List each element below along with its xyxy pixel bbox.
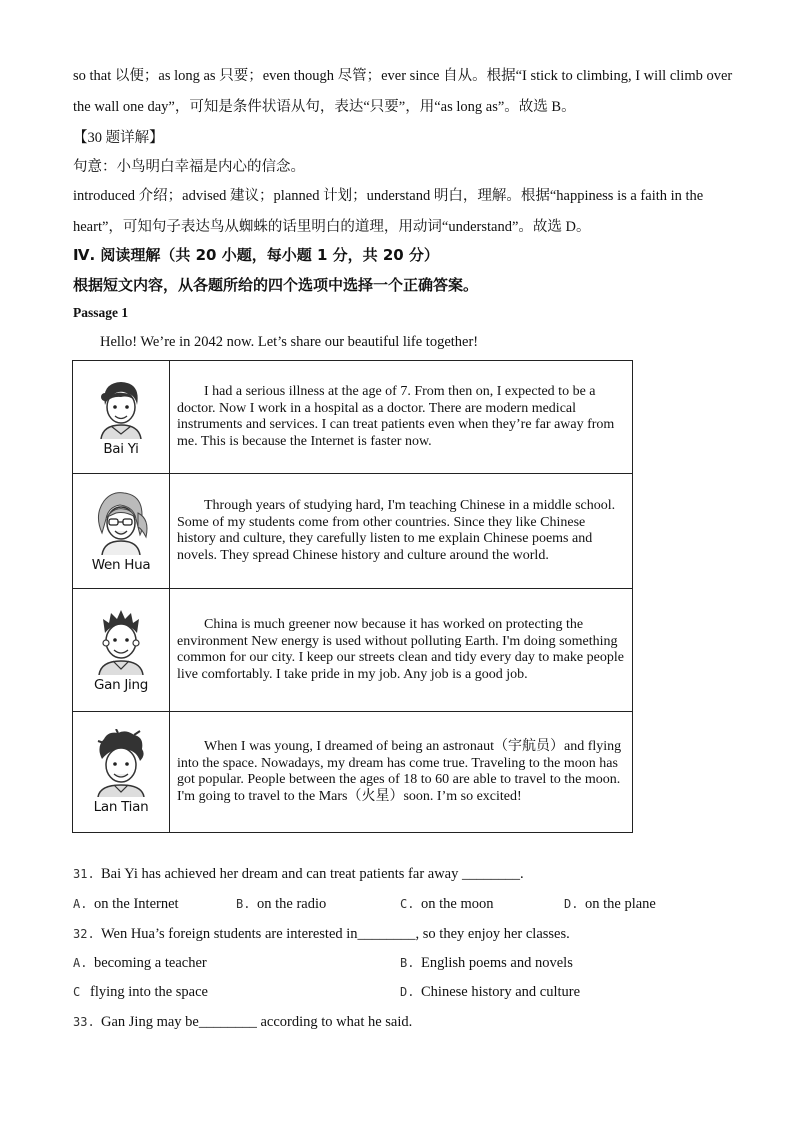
passage-intro: Hello! We’re in 2042 now. Let’s share our beautiful life together! (100, 334, 479, 350)
explanation-30-line-1: introduced 介绍；advised 建议；planned 计划；understand 明白，理解。根据“happiness is a faith in the (73, 188, 704, 204)
question-number: 32. (73, 927, 95, 941)
question-stem: Gan Jing may be________ according to what he said. (101, 1014, 413, 1030)
explanation-30-meaning: 句意：小鸟明白幸福是内心的信念。 (73, 159, 305, 175)
person-name: Bai Yi (103, 441, 139, 457)
girl-short-hair-icon (91, 377, 151, 439)
question-32 (73, 926, 570, 943)
person-text (170, 712, 633, 833)
question-stem: Wen Hua’s foreign students are interested in________, so they enjoy her classes. (101, 926, 570, 942)
person-name: Lan Tian (93, 799, 149, 815)
option-text: becoming a teacher (94, 955, 207, 971)
person-text (170, 589, 633, 712)
option-32-a[interactable] (73, 955, 207, 972)
explanation-30-line-2: heart”，可知句子表达鸟从蜘蛛的话里明白的道理，用动词“understand”。故选 D。 (73, 219, 591, 235)
option-32-c[interactable] (73, 984, 208, 1001)
option-text: on the plane (585, 896, 656, 912)
girl-with-glasses-icon (90, 489, 152, 555)
option-31-d[interactable] (564, 896, 656, 913)
passage-row (73, 474, 633, 589)
person-text-content: China is much greener now because it has worked on protecting the environment New energy is used without polluting Earth. I'm doing something common for our city. I keep our streets clean and tidy every day to make people live comfortably. I take pride in my job. Any job is a good job. (177, 617, 624, 682)
explanation-29-line-1: so that 以便；as long as 只要；even though 尽管；ever since 自从。根据“I stick to climbing, I will climb over (73, 68, 733, 84)
question-31 (73, 866, 524, 883)
person-cell (73, 474, 170, 589)
person-text (170, 474, 633, 589)
question-number: 31. (73, 867, 95, 881)
section-title: Ⅳ. 阅读理解（共 20 小题，每小题 1 分，共 20 分） (73, 246, 439, 264)
passage-row (73, 589, 633, 712)
option-text: on the moon (421, 896, 494, 912)
option-letter: B. (400, 956, 415, 970)
option-text: on the Internet (94, 896, 179, 912)
option-31-a[interactable] (73, 896, 179, 913)
passage-row (73, 361, 633, 474)
boy-short-hair-icon (91, 607, 151, 675)
explanation-30-heading: 【30 题详解】 (73, 130, 164, 146)
option-31-b[interactable] (236, 896, 326, 913)
option-31-c[interactable] (400, 896, 494, 913)
option-letter: D. (564, 897, 579, 911)
person-text (170, 361, 633, 474)
option-text: Chinese history and culture (421, 984, 581, 1000)
person-cell (73, 361, 170, 474)
boy-messy-hair-icon (90, 729, 152, 797)
person-text-content: When I was young, I dreamed of being an astronaut（宇航员）and flying into the space. Nowadays, my dream has come true. Traveling to the moon has got popular. People between the ages of 18 to 60 are able to travel to the moon. I'm going to travel to the Mars（火星）soon. I’m so excited! (177, 739, 622, 804)
person-name: Gan Jing (93, 677, 149, 693)
person-text-content: I had a serious illness at the age of 7. From then on, I expected to be a doctor. Now I work in a hospital as a doctor. There are modern medical instruments and services. I can treat patients even when they’re far away from me. This is because the Internet is faster now. (177, 384, 615, 449)
option-text: English poems and novels (421, 955, 573, 971)
option-letter: A. (73, 956, 88, 970)
option-letter: B. (236, 897, 251, 911)
option-letter: A. (73, 897, 88, 911)
option-letter: C (73, 985, 81, 999)
option-32-b[interactable] (400, 955, 573, 972)
option-text: on the radio (257, 896, 327, 912)
option-32-d[interactable] (400, 984, 580, 1001)
person-cell (73, 712, 170, 833)
person-text-content: Through years of studying hard, I'm teaching Chinese in a middle school. Some of my students come from other countries. Since they like Chinese history and culture, they carefully listen to me explain Chinese poems and novels. They spread Chinese history and culture around the world. (177, 498, 616, 563)
option-letter: C. (400, 897, 415, 911)
explanation-29-line-2: the wall one day”，可知是条件状语从句，表达“只要”，用“as long as”。故选 B。 (73, 99, 576, 115)
question-33 (73, 1014, 412, 1031)
passage-table (72, 360, 633, 833)
section-instruction: 根据短文内容，从各题所给的四个选项中选择一个正确答案。 (73, 276, 479, 294)
person-cell (73, 589, 170, 712)
passage-title: Passage 1 (73, 305, 129, 320)
passage-row (73, 712, 633, 833)
person-name: Wen Hua (91, 557, 151, 573)
option-letter: D. (400, 985, 415, 999)
option-text: flying into the space (90, 984, 208, 1000)
question-number: 33. (73, 1015, 95, 1029)
question-stem: Bai Yi has achieved her dream and can treat patients far away ________. (101, 866, 524, 882)
